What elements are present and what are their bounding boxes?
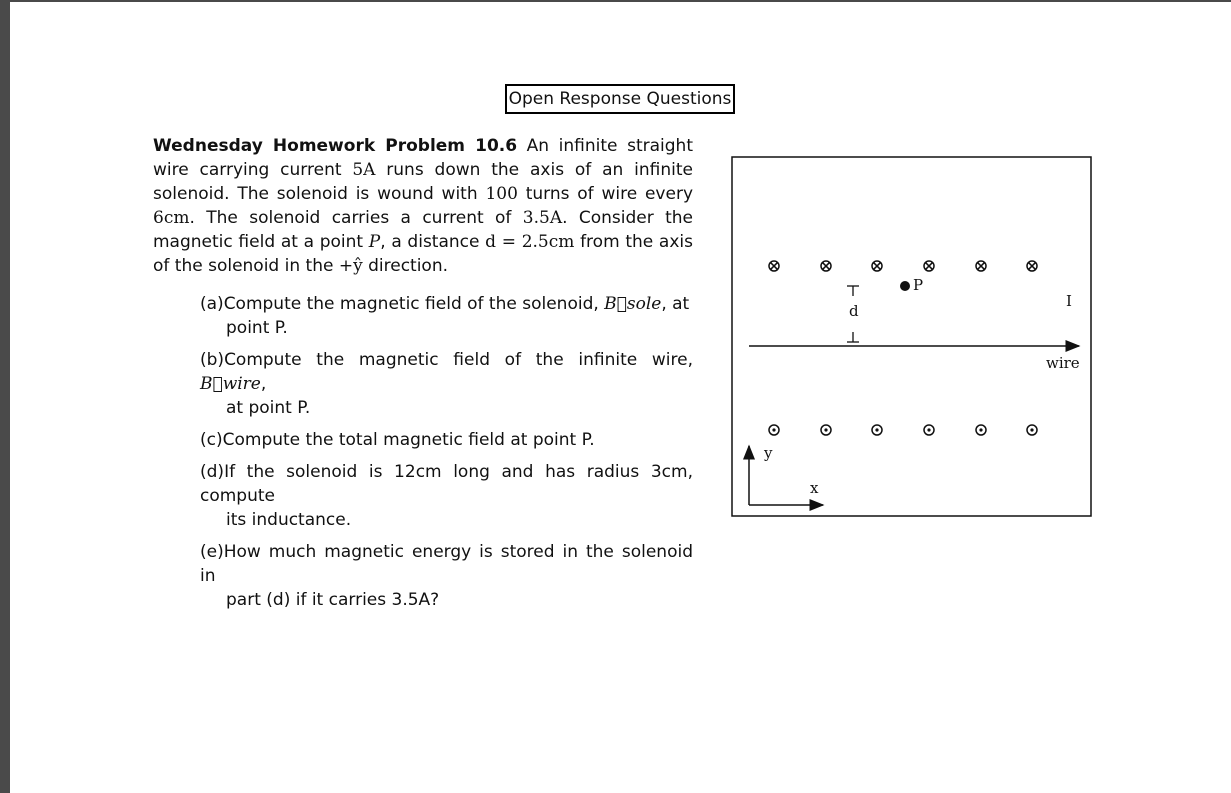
part-text: How much magnetic energy is stored in the solenoid in	[200, 542, 693, 586]
current-label: I	[1066, 292, 1072, 310]
current-into-page-icon	[821, 261, 831, 271]
current-out-of-page-icon	[976, 425, 986, 435]
wire-label: wire	[1046, 354, 1080, 372]
part-math: B⃗wire	[200, 374, 261, 394]
current-into-page-icon	[1027, 261, 1037, 271]
problem-text: runs down the axis of an infinite solenoid. The solenoid is wound with	[153, 160, 693, 204]
problem-statement	[153, 134, 693, 278]
distance-label: d	[849, 302, 859, 320]
current-out-of-page-icon	[769, 425, 779, 435]
viewer-top-edge	[0, 0, 1231, 2]
part-text: If the solenoid is 12cm long and has radius 3cm, compute	[200, 462, 693, 506]
part-text: Compute the total magnetic field at point P.	[222, 430, 595, 450]
question-parts	[200, 292, 693, 620]
problem-text: . Consider the magnetic field at a point	[153, 208, 693, 252]
part-text-after: ,	[260, 374, 267, 394]
part-label: (d)	[200, 462, 225, 482]
question-part	[200, 540, 693, 612]
wire-current: 5A	[352, 160, 376, 180]
distance-value: d = 2.5cm	[485, 232, 575, 252]
part-label: (b)	[200, 350, 225, 370]
part-text: Compute the magnetic field of the infinite wire,	[224, 350, 693, 370]
turn-spacing: 6cm	[153, 208, 190, 228]
part-text-after: , at	[661, 294, 690, 314]
diagram-frame	[732, 157, 1091, 516]
question-part	[200, 428, 693, 452]
problem-text: direction.	[362, 256, 449, 276]
problem-text: , a distance	[380, 232, 486, 252]
current-out-of-page-icon	[924, 425, 934, 435]
problem-text: An infinite straight wire carrying current	[153, 136, 693, 180]
y-axis-label: y	[764, 444, 773, 462]
solenoid-current: 3.5A	[522, 208, 563, 228]
part-label: (a)	[200, 294, 224, 314]
turns-count: 100	[485, 184, 518, 204]
question-part	[200, 348, 693, 420]
x-axis-label: x	[810, 479, 819, 497]
part-continuation: at point P.	[226, 398, 311, 418]
problem-text: turns of wire every	[517, 184, 694, 204]
part-label: (c)	[200, 430, 223, 450]
point-label: P	[368, 232, 381, 252]
question-part	[200, 460, 693, 532]
part-continuation: its inductance.	[226, 510, 352, 530]
current-into-page-icon	[872, 261, 882, 271]
section-title: Open Response Questions	[505, 84, 735, 114]
solenoid-diagram	[731, 156, 1092, 517]
current-out-of-page-icon	[1027, 425, 1037, 435]
current-out-of-page-icon	[872, 425, 882, 435]
point-p-label: P	[913, 276, 924, 294]
question-part	[200, 292, 693, 340]
part-label: (e)	[200, 542, 224, 562]
part-continuation: point P.	[226, 318, 288, 338]
current-into-page-icon	[769, 261, 779, 271]
point-p-dot	[900, 281, 910, 291]
problem-text: from the axis of the solenoid in the	[153, 232, 693, 276]
viewer-left-edge	[0, 0, 10, 793]
problem-heading: Wednesday Homework Problem 10.6	[153, 136, 518, 156]
part-math: B⃗sole	[604, 294, 662, 314]
current-out-of-page-icon	[821, 425, 831, 435]
direction-value: +ŷ	[338, 256, 363, 276]
current-into-page-icon	[924, 261, 934, 271]
current-into-page-icon	[976, 261, 986, 271]
part-text: Compute the magnetic field of the solenoid,	[223, 294, 605, 314]
problem-text: . The solenoid carries a current of	[189, 208, 523, 228]
part-continuation: part (d) if it carries 3.5A?	[226, 590, 440, 610]
